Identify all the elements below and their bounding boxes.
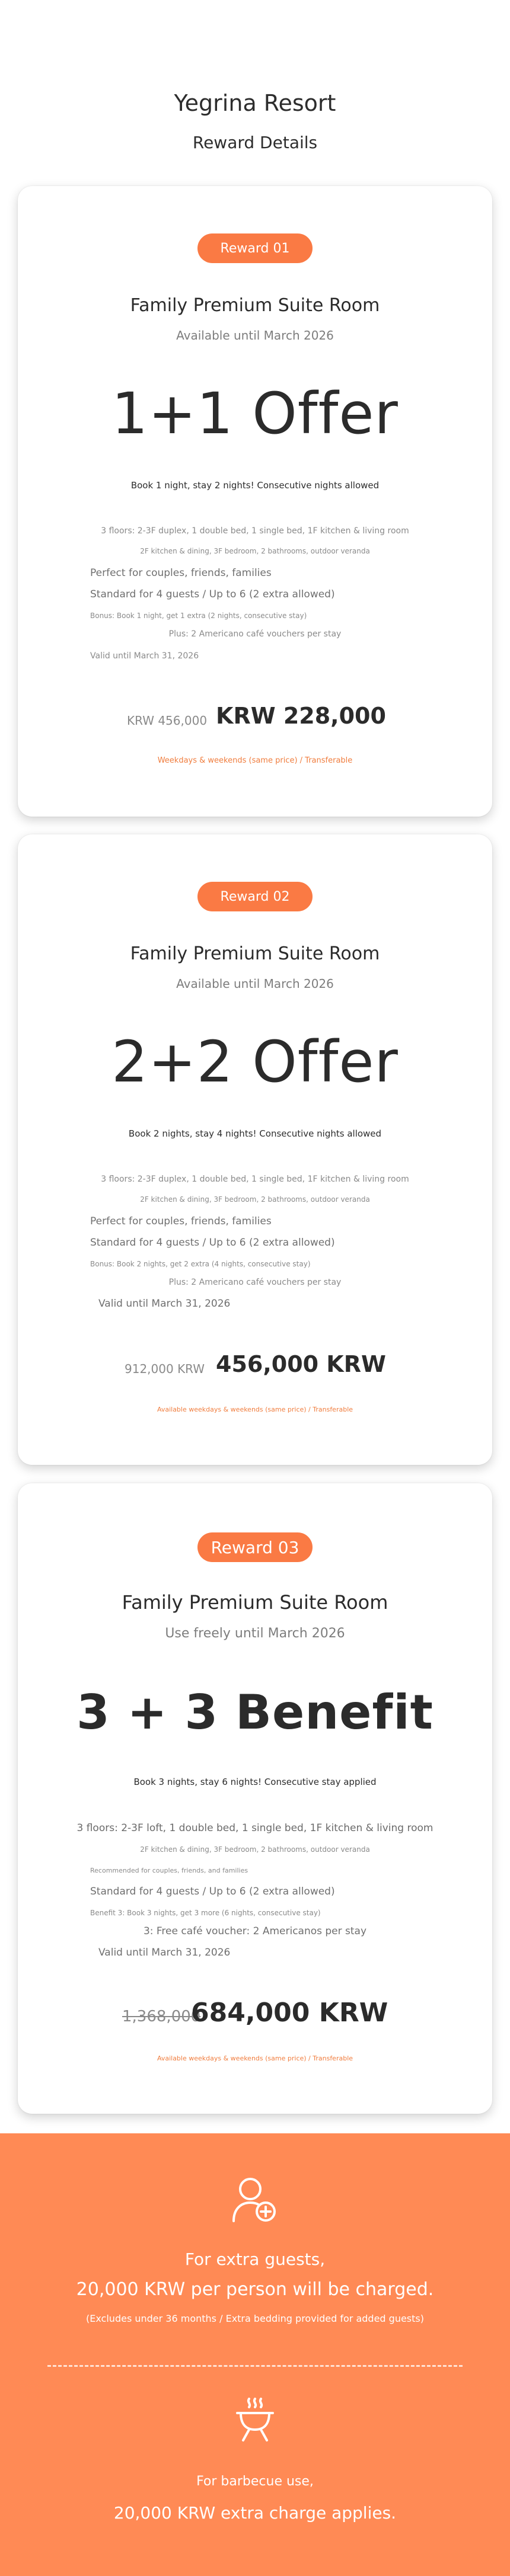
original-price: 912,000 KRW <box>125 1362 205 1376</box>
grill-icon <box>231 2395 279 2443</box>
detail-audience: Perfect for couples, friends, families <box>90 567 272 579</box>
bbq-line-1: For barbecue use, <box>196 2474 314 2489</box>
reward-badge: Reward 02 <box>197 882 313 911</box>
detail-audience: Perfect for couples, friends, families <box>90 1215 272 1227</box>
reward-badge: Reward 01 <box>197 233 313 263</box>
offer-headline: 2+2 Offer <box>111 1029 399 1095</box>
nights-info: Book 1 night, stay 2 nights! Consecutive nights allowed <box>130 480 380 491</box>
add-user-icon <box>231 2175 279 2225</box>
detail-bonus: Bonus: Book 1 night, get 1 extra (2 nights, consecutive stay) <box>90 612 307 620</box>
availability-text: Use freely until March 2026 <box>165 1626 345 1641</box>
sale-price: 684,000 KRW <box>191 1998 388 2028</box>
detail-validity: Valid until March 31, 2026 <box>98 1298 231 1310</box>
reward-card-02 <box>18 834 492 1465</box>
room-title: Family Premium Suite Room <box>130 295 380 316</box>
room-title: Family Premium Suite Room <box>122 1591 388 1614</box>
detail-validity: Valid until March 31, 2026 <box>90 651 199 661</box>
detail-voucher: Plus: 2 Americano café vouchers per stay <box>168 1278 342 1287</box>
detail-capacity: Standard for 4 guests / Up to 6 (2 extra allowed) <box>90 1886 335 1897</box>
reward-card-03 <box>18 1483 492 2114</box>
reward-badge: Reward 03 <box>197 1532 313 1562</box>
detail-layout: 2F kitchen & dining, 3F bedroom, 2 bathrooms, outdoor veranda <box>140 547 370 555</box>
detail-floors: 3 floors: 2-3F duplex, 1 double bed, 1 single bed, 1F kitchen & living room <box>101 1175 409 1184</box>
extra-charges-section <box>0 2133 510 2576</box>
extra-guest-line-1: For extra guests, <box>184 2249 326 2269</box>
price-footnote: Weekdays & weekends (same price) / Transferable <box>157 756 353 765</box>
nights-info: Book 2 nights, stay 4 nights! Consecutive nights allowed <box>128 1128 382 1139</box>
detail-bonus: Bonus: Book 2 nights, get 2 extra (4 nights, consecutive stay) <box>90 1260 311 1268</box>
availability-text: Available until March 2026 <box>176 977 334 991</box>
sale-price: 456,000 KRW <box>216 1351 386 1377</box>
original-price: KRW 456,000 <box>127 713 208 728</box>
dashed-divider <box>47 2365 463 2367</box>
room-title: Family Premium Suite Room <box>130 943 380 964</box>
detail-capacity: Standard for 4 guests / Up to 6 (2 extra allowed) <box>90 1237 335 1249</box>
extra-guest-line-2: 20,000 KRW per person will be charged. <box>76 2279 434 2300</box>
price-footnote: Available weekdays & weekends (same price) / Transferable <box>157 2055 353 2062</box>
detail-layout: 2F kitchen & dining, 3F bedroom, 2 bathrooms, outdoor veranda <box>140 1195 370 1204</box>
detail-floors: 3 floors: 2-3F loft, 1 double bed, 1 single bed, 1F kitchen & living room <box>76 1822 434 1834</box>
page-subtitle: Reward Details <box>192 133 318 152</box>
detail-layout: 2F kitchen & dining, 3F bedroom, 2 bathrooms, outdoor veranda <box>140 1845 370 1854</box>
nights-info: Book 3 nights, stay 6 nights! Consecutive stay applied <box>133 1777 377 1787</box>
detail-floors: 3 floors: 2-3F duplex, 1 double bed, 1 single bed, 1F kitchen & living room <box>101 526 409 536</box>
extra-guest-note: (Excludes under 36 months / Extra bedding provided for added guests) <box>86 2313 424 2324</box>
offer-headline: 3 + 3 Benefit <box>76 1685 434 1740</box>
detail-validity: Valid until March 31, 2026 <box>98 1947 231 1959</box>
detail-voucher: 3: Free café voucher: 2 Americanos per stay <box>143 1925 367 1937</box>
bbq-line-2: 20,000 KRW extra charge applies. <box>113 2503 397 2523</box>
detail-bonus: Benefit 3: Book 3 nights, get 3 more (6 nights, consecutive stay) <box>90 1909 321 1917</box>
sale-price: KRW 228,000 <box>216 703 386 729</box>
reward-card-01 <box>18 186 492 817</box>
price-footnote: Available weekdays & weekends (same price) / Transferable <box>157 1406 353 1413</box>
offer-headline: 1+1 Offer <box>111 380 399 447</box>
detail-audience: Recommended for couples, friends, and families <box>90 1867 248 1874</box>
original-price: 1,368,000 <box>122 2008 201 2025</box>
detail-capacity: Standard for 4 guests / Up to 6 (2 extra allowed) <box>90 588 335 600</box>
resort-title: Yegrina Resort <box>174 90 336 116</box>
detail-voucher: Plus: 2 Americano café vouchers per stay <box>168 629 342 639</box>
availability-text: Available until March 2026 <box>176 328 334 343</box>
